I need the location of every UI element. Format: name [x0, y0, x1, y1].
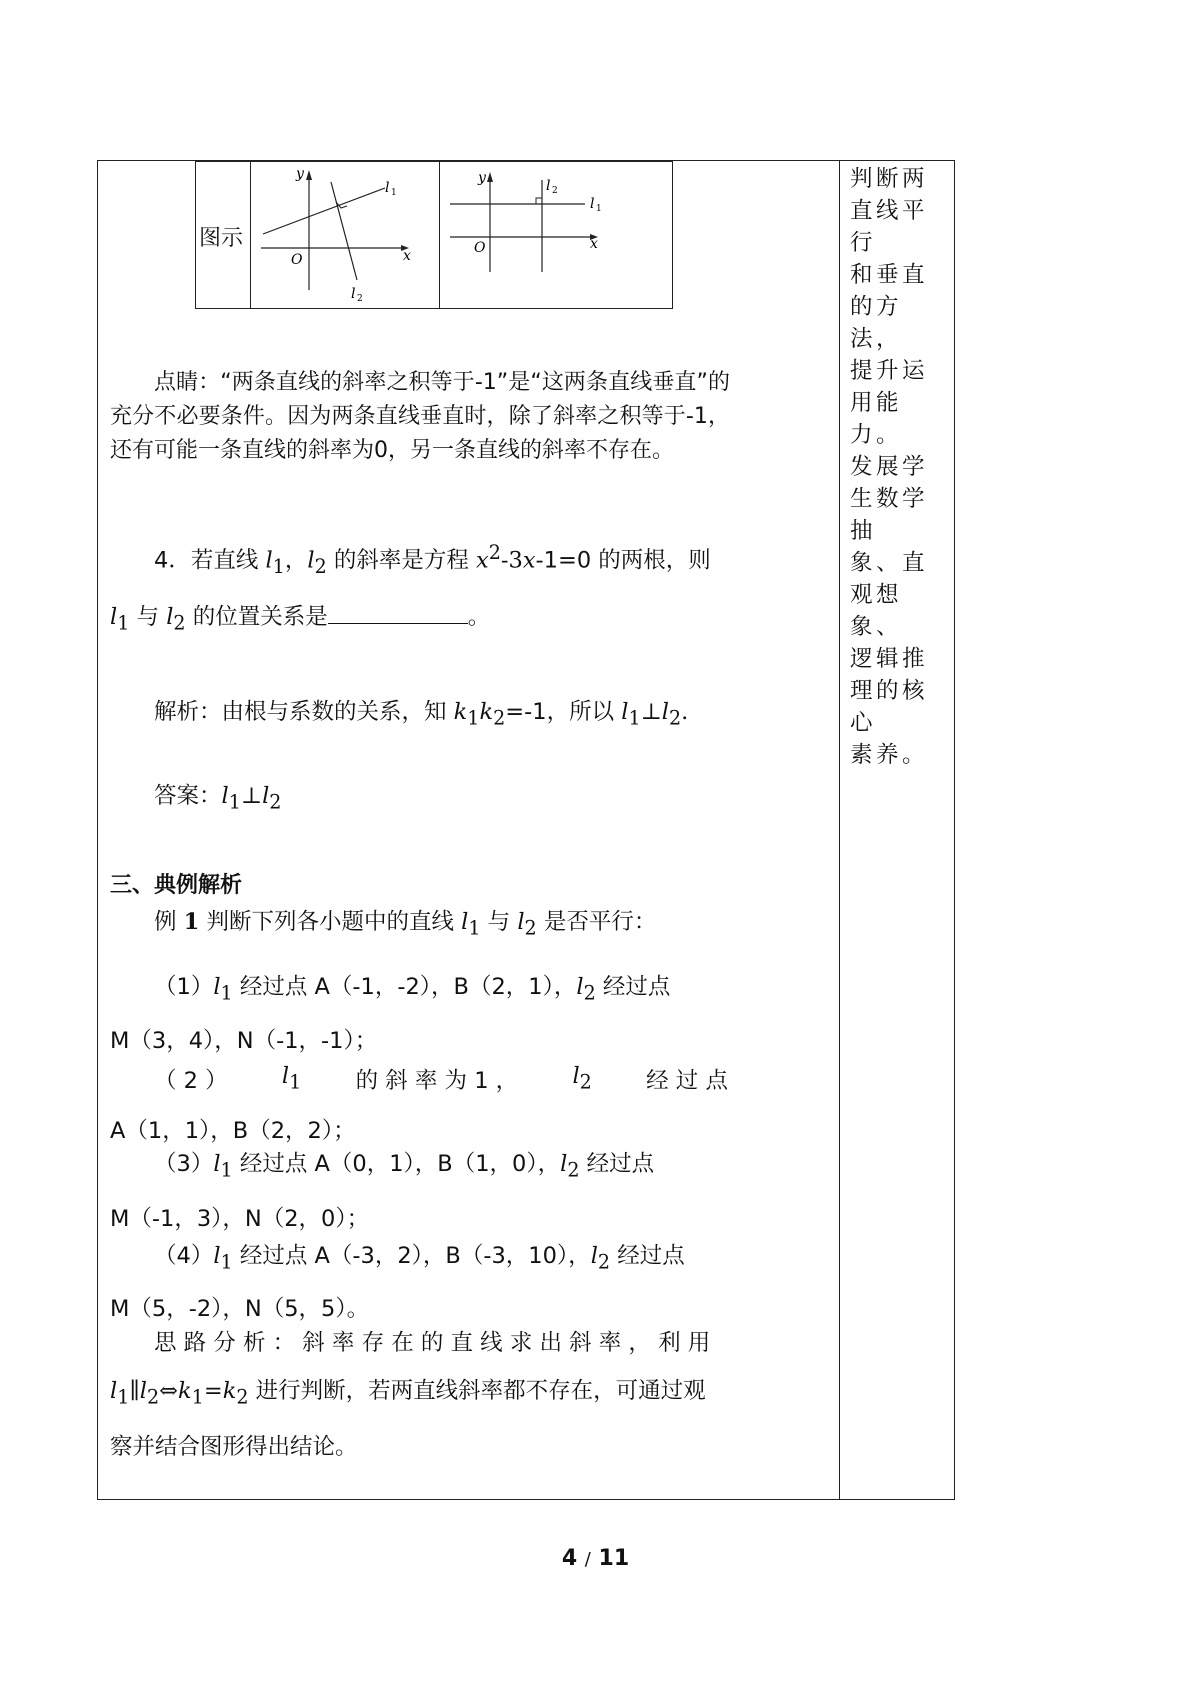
- perp-symbol: ⊥: [240, 783, 263, 809]
- dianjing-paragraph: 点睛：“两条直线的斜率之积等于-1”是“这两条直线垂直”的充分不必要条件。因为两条直线垂直时，除了斜率之积等于-1，还有可能一条直线的斜率为0，另一条直线的斜率不存在。: [110, 370, 730, 463]
- line-l2-label-2: l: [546, 178, 551, 194]
- item-3-line-1: [154, 1146, 654, 1182]
- figure-label-cell: [196, 162, 251, 308]
- item-1-line-1: [154, 969, 670, 1005]
- figure-label: 图示: [199, 226, 244, 251]
- var-l: l: [213, 974, 221, 1000]
- item-1-number: （1）: [154, 974, 214, 1000]
- example-text: 判断下列各小题中的直线: [199, 909, 462, 935]
- item-3-points: M（-1，3），N（2，0）；: [110, 1206, 370, 1232]
- item-2-number: （ 2 ）: [154, 1068, 228, 1094]
- sub-2: 2: [269, 790, 282, 814]
- superscript-2: 2: [488, 541, 501, 564]
- point-a: A（-1，-2），: [314, 974, 454, 1000]
- silu-line-2: [110, 1373, 706, 1409]
- item-4-text-2: 经过点: [610, 1243, 685, 1269]
- var-x: x: [522, 547, 536, 574]
- page-number: [0, 1546, 1191, 1571]
- side-note-column: [850, 163, 950, 771]
- line-l1-label: l: [385, 180, 390, 196]
- point-a: A（0，1），: [314, 1151, 438, 1177]
- sub-2: 2: [173, 611, 186, 635]
- parallel-symbol: ∥: [129, 1378, 140, 1404]
- point-b: B（1，0），: [437, 1151, 561, 1177]
- line-l1-subscript-2: 1: [596, 204, 602, 214]
- sub-2: 2: [314, 555, 327, 578]
- question-4-line-1: [154, 541, 711, 578]
- var-l: l: [166, 604, 174, 630]
- sub-2: 2: [668, 706, 682, 730]
- var-l: l: [110, 604, 118, 630]
- item-1-text: 经过点: [232, 974, 315, 1000]
- x-axis-label-2: x: [590, 236, 598, 252]
- silu-line-3: [110, 1429, 358, 1461]
- question-4-line-2: [110, 599, 490, 635]
- item-1-line-2: [110, 1023, 377, 1055]
- sub-1: 1: [628, 706, 641, 730]
- var-l: l: [560, 1151, 568, 1177]
- var-l: l: [262, 783, 270, 809]
- item-3-number: （3）: [154, 1151, 214, 1177]
- sub-2: 2: [236, 1385, 249, 1409]
- var-l: l: [221, 783, 229, 809]
- sub-1: 1: [117, 1385, 130, 1409]
- item-4-number: （4）: [154, 1243, 214, 1269]
- sub-2: 2: [579, 1070, 592, 1094]
- side-note-line: 和垂直的方法，: [850, 262, 929, 352]
- var-k: k: [479, 699, 494, 725]
- period: .: [681, 699, 689, 725]
- equals-symbol: =: [203, 1378, 223, 1404]
- item-2-line-1: [154, 1063, 728, 1095]
- item-4-line-2: [110, 1291, 369, 1323]
- q4-eq: -3: [500, 547, 523, 574]
- figure-perpendicular-cell: [251, 162, 440, 308]
- line-l2-subscript-2: 2: [552, 186, 558, 196]
- figure-axis-cell: [440, 162, 672, 308]
- sub-1: 1: [228, 790, 241, 814]
- page-separator: /: [584, 1549, 591, 1570]
- side-note-line: 逻辑推理的核心: [850, 646, 929, 736]
- example-1-line: [154, 904, 656, 940]
- side-note-line: 素养。: [850, 742, 929, 768]
- var-l: l: [281, 1063, 290, 1089]
- point-b: B（-3，10），: [445, 1243, 591, 1269]
- main-table: [97, 160, 955, 1500]
- section-heading: 三、典例解析: [110, 873, 243, 898]
- var-x: x: [476, 547, 489, 574]
- y-axis-label-2: y: [478, 170, 486, 186]
- var-l: l: [517, 909, 525, 935]
- sub-1: 1: [220, 1158, 233, 1182]
- sub-1: 1: [220, 981, 233, 1005]
- sub-2: 2: [597, 1250, 611, 1274]
- item-3-text-2: 经过点: [579, 1151, 655, 1177]
- answer-label: 答案：: [154, 783, 222, 809]
- perp-symbol: ⊥: [640, 699, 662, 725]
- q4-period: 。: [467, 604, 491, 630]
- var-l: l: [576, 974, 584, 1000]
- figure-table: [195, 161, 673, 309]
- origin-label-2: O: [474, 240, 486, 256]
- silu-conclusion: 察并结合图形得出结论。: [110, 1434, 358, 1460]
- line-l2-subscript: 2: [357, 294, 363, 304]
- sub-1: 1: [117, 611, 130, 635]
- column-divider: [839, 161, 840, 1499]
- sub-1: 1: [220, 1250, 233, 1274]
- var-l: l: [110, 1378, 118, 1404]
- line-l1-subscript: 1: [391, 188, 397, 198]
- var-l: l: [213, 1243, 221, 1269]
- point-b: B（2，1），: [453, 974, 577, 1000]
- separator: ，: [284, 547, 308, 574]
- sub-1: 1: [191, 1385, 204, 1409]
- var-l: l: [621, 699, 629, 725]
- jiexi-mid: =-1，所以: [505, 699, 622, 725]
- side-note-line: 象、直观想象、: [850, 550, 929, 640]
- item-4-line-1: [154, 1238, 685, 1274]
- var-l: l: [307, 547, 315, 574]
- side-note-line: 提升运用能力。: [850, 358, 929, 448]
- silu-line-1: 思 路 分 析 ： 斜 率 存 在 的 直 线 求 出 斜 率 ， 利 用: [154, 1330, 711, 1356]
- jiexi-text: 解析：由根与系数的关系，知: [154, 699, 454, 725]
- example-number: 1: [183, 909, 200, 935]
- sub-2: 2: [583, 981, 596, 1005]
- item-2-points: A（1，1），B（2，2）；: [110, 1118, 356, 1144]
- answer-blank: [328, 603, 468, 624]
- example-end: 是否平行：: [536, 909, 657, 935]
- example-prefix: 例: [154, 909, 184, 935]
- sub-2: 2: [493, 706, 506, 730]
- example-and: 与: [480, 909, 518, 935]
- var-l: l: [139, 1378, 147, 1404]
- var-k: k: [222, 1378, 237, 1404]
- sub-1: 1: [468, 916, 481, 940]
- iff-symbol: ⇔: [159, 1378, 179, 1404]
- item-4-text: 经过点: [232, 1243, 315, 1269]
- line-l1-label-2: l: [590, 196, 595, 212]
- sub-1: 1: [289, 1070, 302, 1094]
- item-2-text-2: 经 过 点: [646, 1068, 728, 1094]
- sub-2: 2: [146, 1385, 160, 1409]
- var-l: l: [590, 1243, 598, 1269]
- var-k: k: [453, 699, 468, 725]
- axis-parallel-lines-figure: [440, 162, 670, 308]
- var-l: l: [265, 547, 273, 574]
- item-2-text: 的 斜 率 为 1 ，: [355, 1068, 519, 1094]
- item-1-points: M（3，4），N（-1，-1）；: [110, 1028, 378, 1054]
- silu-tail: 进行判断，若两直线斜率都不存在，可通过观: [248, 1378, 706, 1404]
- answer-line: [154, 778, 281, 814]
- var-l: l: [461, 909, 469, 935]
- var-l: l: [661, 699, 669, 725]
- item-3-line-2: [110, 1201, 369, 1233]
- q4-relation-text: 的位置关系是: [185, 604, 328, 630]
- item-3-text: 经过点: [232, 1151, 315, 1177]
- jiexi-line: [154, 694, 688, 730]
- point-a: A（-3，2），: [314, 1243, 446, 1269]
- current-page: 4: [561, 1546, 578, 1571]
- question-4-number: 4．若直线: [154, 547, 266, 574]
- q4-eq-tail: -1=0 的两根，则: [535, 547, 711, 574]
- total-pages: 11: [598, 1546, 630, 1571]
- var-l: l: [572, 1063, 580, 1089]
- sub-1: 1: [467, 706, 480, 730]
- sub-2: 2: [524, 916, 537, 940]
- q4-and: 与: [129, 604, 167, 630]
- origin-label: O: [291, 252, 303, 268]
- item-2-line-2: [110, 1113, 356, 1145]
- sub-1: 1: [272, 555, 285, 578]
- main-column: [110, 161, 826, 1499]
- y-axis-label: y: [296, 166, 304, 182]
- perpendicular-lines-figure: [251, 162, 440, 308]
- line-l2-label: l: [351, 286, 356, 302]
- q4-text: 的斜率是方程: [326, 547, 477, 574]
- side-note-line: 判断两直线平行: [850, 166, 929, 256]
- x-axis-label: x: [403, 248, 411, 264]
- item-4-points: M（5，-2），N（5，5）。: [110, 1296, 370, 1322]
- var-l: l: [213, 1151, 221, 1177]
- side-note-line: 发展学生数学抽: [850, 454, 929, 544]
- sub-2: 2: [567, 1158, 580, 1182]
- var-k: k: [178, 1378, 192, 1404]
- item-1-text-2: 经过点: [595, 974, 671, 1000]
